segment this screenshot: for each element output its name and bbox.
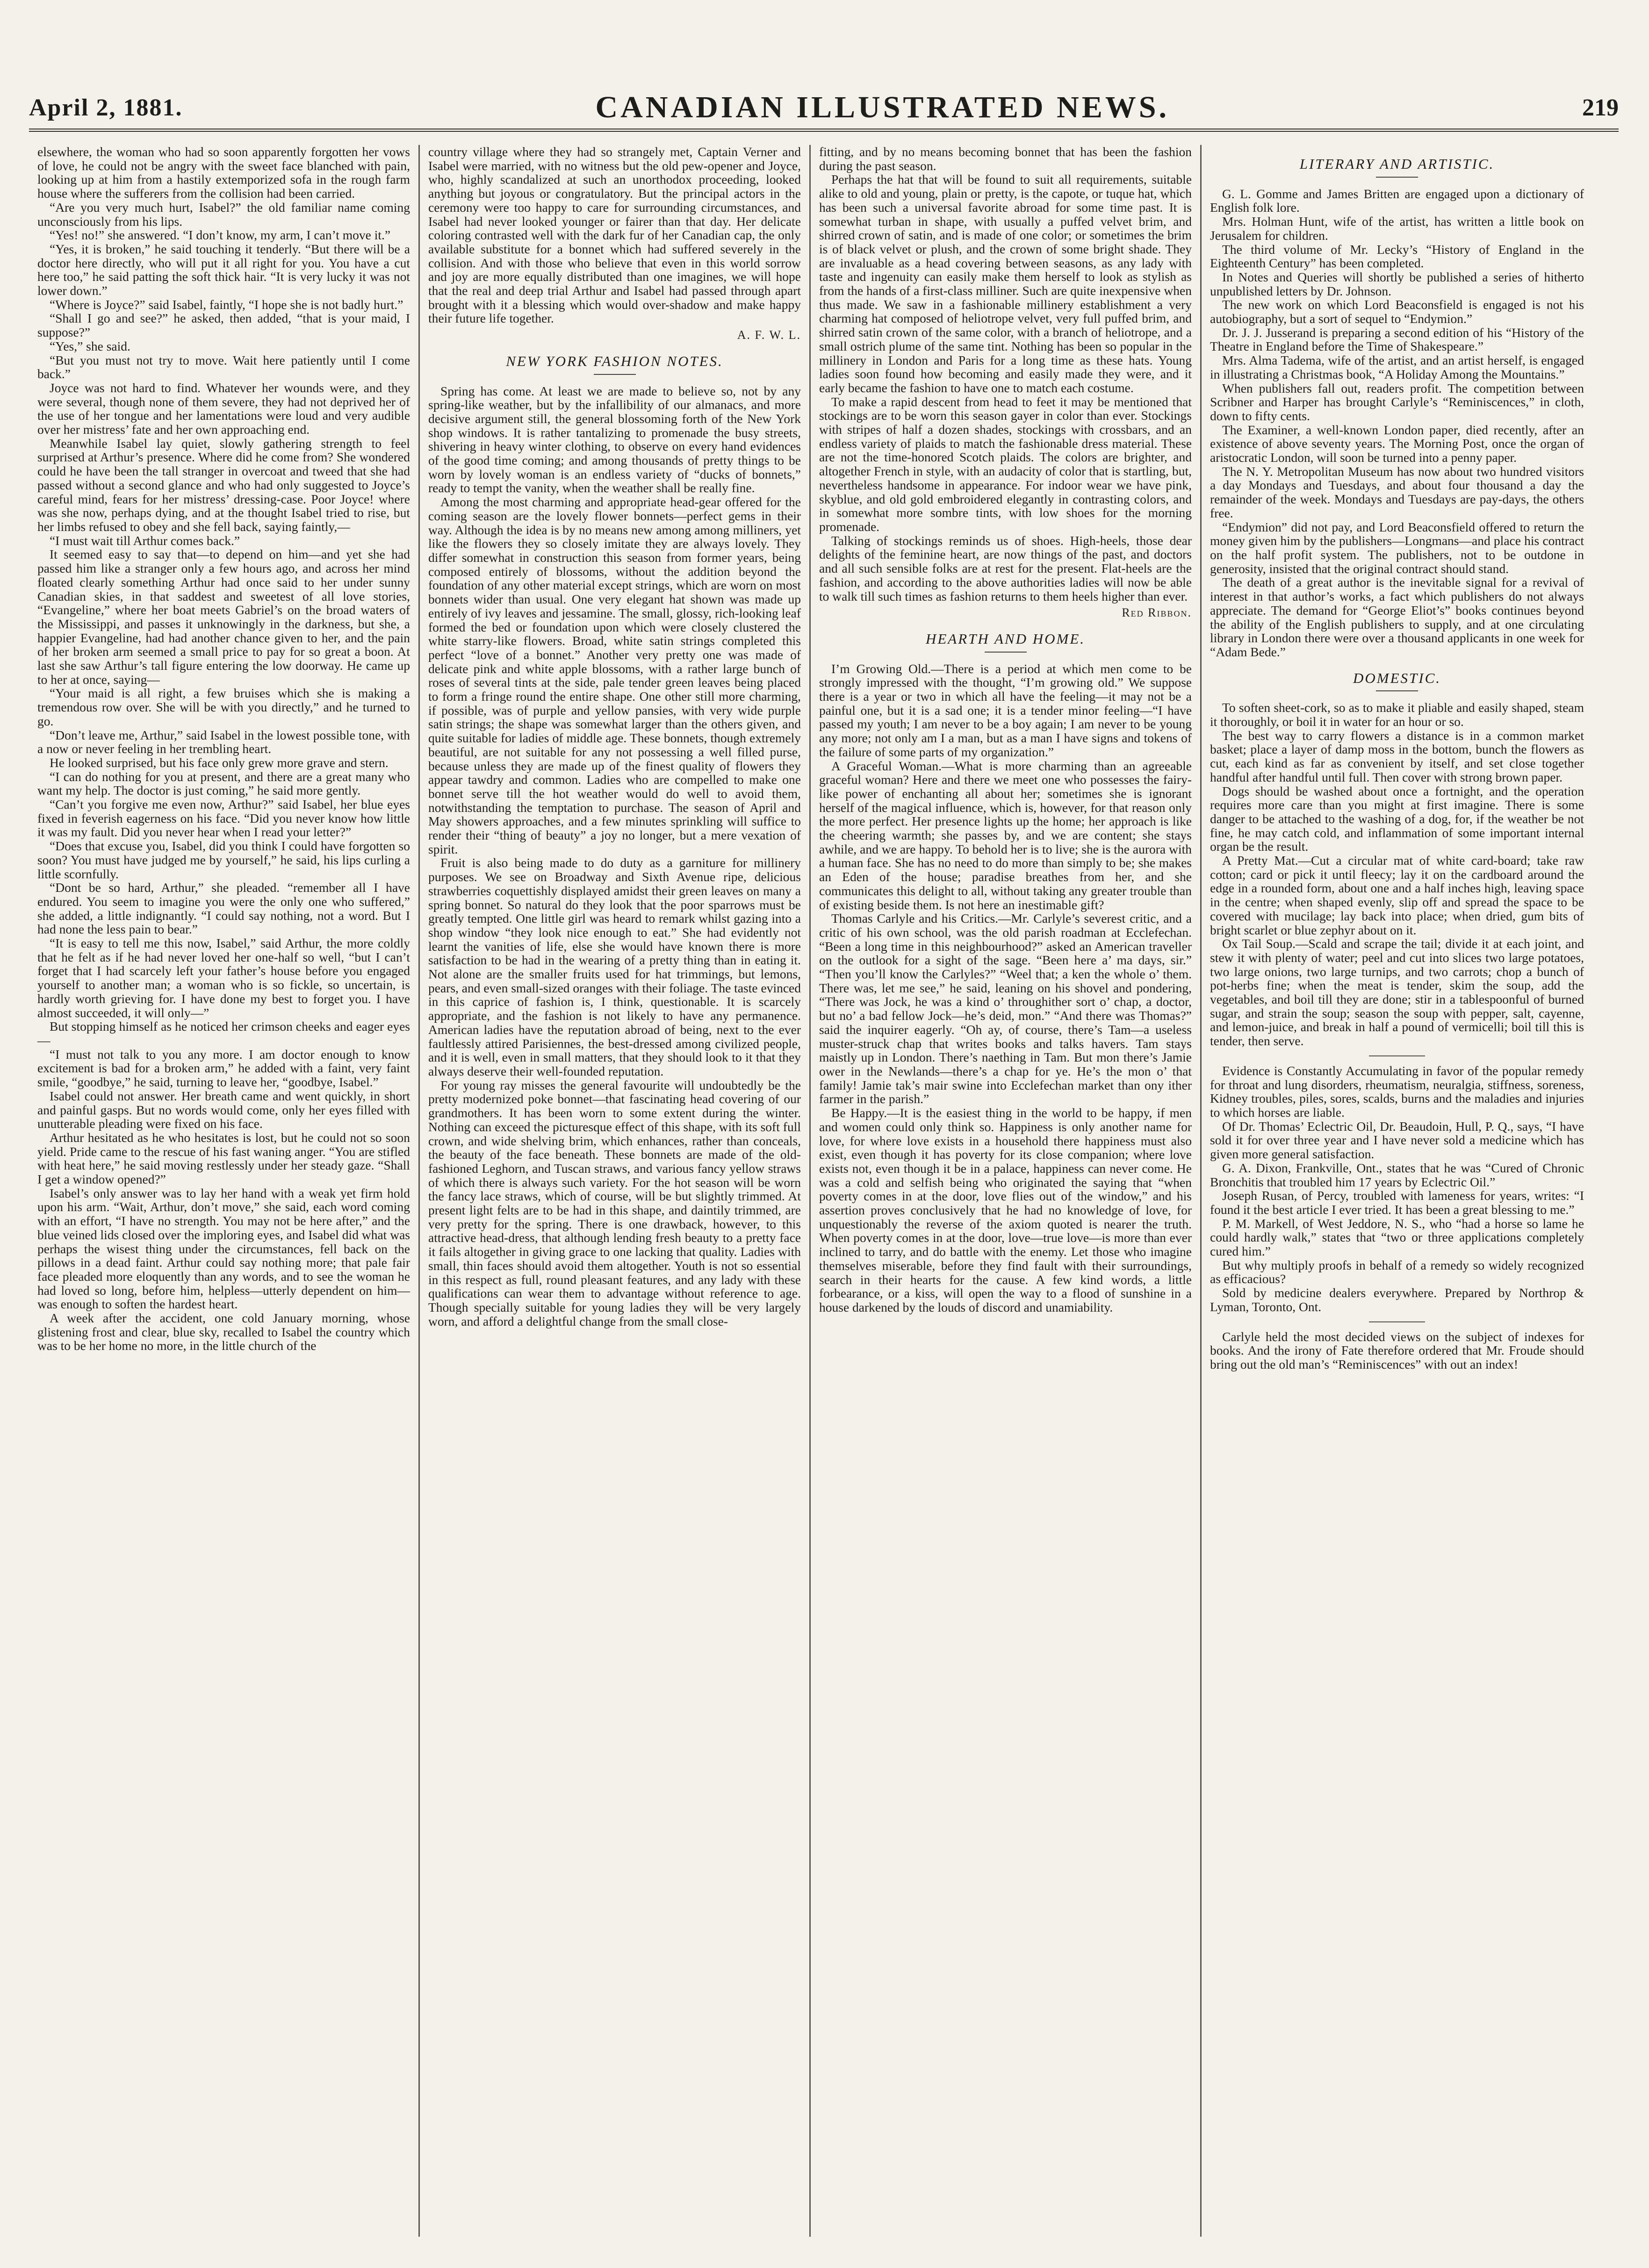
- paragraph: The third volume of Mr. Lecky’s “History of England in the Eighteenth Century” has been completed.: [1210, 242, 1584, 271]
- paragraph: “I can do nothing for you at present, and there are a great many who want my help. The doctor is just coming,” he said more gently.: [37, 769, 410, 798]
- paragraph: “But you must not try to move. Wait here patiently until I come back.”: [37, 352, 410, 381]
- paragraph: elsewhere, the woman who had so soon apparently forgotten her vows of love, he could not be angry with the sweet face blanched with pain, looking up at him from a hastily extemporized sofa in the rough farm house where the sufferers from the collision had been carried.: [37, 145, 410, 201]
- paragraph: “Can’t you forgive me even now, Arthur?” said Isabel, her blue eyes fixed in feverish eagerness on his face. “Did you never know how little it was my fault. Did you never hear when I read your letter?”: [37, 797, 410, 840]
- paragraph: “Endymion” did not pay, and Lord Beaconsfield offered to return the money given him by the publishers—Longmans—and place his contract on the half profit system. The publishers, not to be outdone in generosity, insisted that the original contract should stand.: [1210, 519, 1584, 576]
- paragraph: Sold by medicine dealers everywhere. Prepared by Northrop & Lyman, Toronto, Ont.: [1210, 1285, 1584, 1314]
- paragraph: Meanwhile Isabel lay quiet, slowly gathering strength to feel surprised at Arthur’s presence. Where did he come from? She wondered could he have been the tall stranger in overcoat and tweed that she had passed without a second glance and who had only suggested to Joyce’s careful mind, fears for her mistress’ dressing-case. Poor Joyce! where was she now, perhaps dying, and at the thought Isabel tried to rise, but her limbs refused to obey and she fell back, saying faintly,—: [37, 436, 410, 534]
- paragraph: G. L. Gomme and James Britten are engaged upon a dictionary of English folk lore.: [1210, 186, 1584, 215]
- divider: [1369, 1321, 1425, 1322]
- paragraph: Ox Tail Soup.—Scald and scrape the tail; divide it at each joint, and stew it with plenty of water; peel and cut into slices two large potatoes, two large onions, two large turnips, and two carrots; chop a bunch of pot-herbs fine; when the meat is tender, skim the soup, add the vegetables, and boil till they are done; stir in a tablespoonful of burned sugar, and strain the soup; season the soup with pepper, salt, cayenne, and lemon-juice, and break in half a pound of vermicelli; boil till this is tender, then serve.: [1210, 936, 1584, 1048]
- paragraph: Be Happy.—It is the easiest thing in the world to be happy, if men and women could only think so. Happiness is only another name for love, for where love exists in a household there happiness must also exist, even though it has poverty for its close companion; where love exists not, even though it be in a palace, happiness can never come. He was a cold and selfish being who originated the saying that “when poverty comes in at the door, love flies out of the window,” and his assertion proves conclusively that he had no knowledge of love, for unquestionably the reverse of the axiom quoted is nearer the truth. When poverty comes in at the door, love—true love—is more than ever inclined to tarry, and do battle with the enemy. Let those who imagine themselves miserable, before they find fault with their surroundings, search in their hearts for the cause. A few kind words, a little forbearance, or a kiss, will open the way to a flood of sunshine in a house darkened by the louds of discord and unamiability.: [819, 1105, 1192, 1314]
- paragraph: “Shall I go and see?” he asked, then added, “that is your maid, I suppose?”: [37, 311, 410, 340]
- paragraph: “I must wait till Arthur comes back.”: [50, 533, 240, 548]
- paragraph: Dr. J. J. Jusserand is preparing a second edition of his “History of the Theatre in England before the Time of Shakespeare.”: [1210, 325, 1584, 354]
- paragraph: “Yes! no!” she answered. “I don’t know, my arm, I can’t move it.”: [50, 228, 391, 243]
- paragraph: P. M. Markell, of West Jeddore, N. S., who “had a horse so lame he could hardly walk,” states that “two or three applications completely cured him.”: [1210, 1216, 1584, 1259]
- section-title: NEW YORK FASHION NOTES.: [428, 354, 801, 375]
- section-title: DOMESTIC.: [1210, 671, 1584, 692]
- paragraph: Isabel could not answer. Her breath came and went quickly, in short and painful gasps. But no words would come, only her eyes filled with unutterable pleading were fixed on his face.: [37, 1088, 410, 1131]
- paragraph: Fruit is also being made to do duty as a garniture for millinery purposes. We see on Broadway and Sixth Avenue ripe, delicious strawberries coquettishly displayed amidst their green leaves on many a spring bonnet. So natural do they look that the poor sparrows must be greatly tempted. One little girl was heard to remark whilst gazing into a shop window “they look nice enough to eat.” She had evidently not learnt the vanities of life, else she would have known there is more satisfaction to be had in the wearing of a pretty thing than in eating it. Not alone are the smaller fruits used for hat trimmings, but lemons, pears, and even small-sized oranges with their foliage. The taste evinced in this caprice of fashion is, I think, questionable. It is scarcely appropriate, and the fashion is not likely to have any permanence. American ladies have the reputation abroad of being, next to the ever faultlessly attired Parisiennes, the best-dressed among civilized people, and it is well, even in small matters, that they should look to it that they always deserve their well-founded reputation.: [428, 855, 801, 1078]
- paragraph: A Graceful Woman.—What is more charming than an agreeable graceful woman? Here and there we meet one who possesses the fairy-like power of enchanting all about her; sometimes she is ignorant herself of the magical influence, which is, however, for that reason only the more perfect. Her presence lights up the home; her approach is like the cheering warmth; she passes by, and we are content; she stays awhile, and we are happy. To behold her is to live; she is the aurora with a human face. She has no need to do more than simply to be; she makes an Eden of the house; paradise breathes from her, and she communicates this delight to all, without taking any greater trouble than of existing beside them. Is not here an inestimable gift?: [819, 758, 1192, 912]
- paragraph: The best way to carry flowers a distance is in a common market basket; place a layer of damp moss in the bottom, bunch the flowers as cut, each kind as far as convenient by itself, and set close together handful after handful until full. Then cover with strong brown paper.: [1210, 728, 1584, 784]
- paragraph: Carlyle held the most decided views on the subject of indexes for books. And the irony of Fate therefore ordered that Mr. Froude should bring out the old man’s “Reminiscences” with out an index!: [1210, 1329, 1584, 1371]
- paragraph: Joseph Rusan, of Percy, troubled with lameness for years, writes: “I found it the best article I ever tried. It has been a great blessing to me.”: [1210, 1188, 1584, 1217]
- paragraph: It seemed easy to say that—to depend on him—and yet she had passed him like a stranger only a few hours ago, and across her mind floated clearly something Arthur had once said to her under sunny Canadian skies, in that saddest and sweetest of all love stories, “Evangeline,” where her boat meets Gabriel’s on the broad waters of the Mississippi, and passes it unknowingly in the darkness, but she, a happier Evangeline, had had another chance given to her, and the pain of her broken arm seemed a small price to pay for so great a boon. At last she saw Arthur’s tall figure entering the low doorway. He came up to her at once, saying—: [37, 547, 410, 687]
- paragraph: “Dont be so hard, Arthur,” she pleaded. “remember all I have endured. You seem to imagine you were the only one who suffered,” she added, a little indignantly. “I could say nothing, not a word. But I had none the less pain to bear.”: [37, 880, 410, 937]
- paragraph: Mrs. Alma Tadema, wife of the artist, and an artist herself, is engaged in illustrating a Christmas book, “A Holiday Among the Mountains.”: [1210, 353, 1584, 381]
- paragraph: fitting, and by no means becoming bonnet that has been the fashion during the past season.: [819, 145, 1192, 173]
- column-1: [29, 145, 420, 2237]
- paragraph: Arthur hesitated as he who hesitates is lost, but he could not so soon yield. Pride came to the rescue of his fast waning anger. “You are stifled with heat here,” he said moving restlessly under her steady gaze. “Shall I get a window opened?”: [37, 1130, 410, 1187]
- paragraph: “Yes,” she said.: [50, 338, 130, 353]
- paragraph: When publishers fall out, readers profit. The competition between Scribner and Harper has brought Carlyle’s “Reminiscences,” in cloth, down to fifty cents.: [1210, 380, 1584, 423]
- paragraph: Isabel’s only answer was to lay her hand with a weak yet firm hold upon his arm. “Wait, Arthur, don’t move,” she said, each word coming with an effort, “I have no strength. You may not be here after,” and the blue veined lids closed over the imploring eyes, and Isabel did what was perhaps the wisest thing under the circumstances, fell back on the pillows in a dead faint. Arthur could say nothing more; that pale fair face pleaded more eloquently than any words, and to see the woman he had loved so long, before him, helpless—utterly dependent on him—was enough to soften the hardest heart.: [37, 1185, 410, 1312]
- column-3: [811, 145, 1202, 2237]
- paragraph: “Where is Joyce?” said Isabel, faintly, “I hope she is not badly hurt.”: [50, 297, 403, 312]
- masthead: [29, 86, 1619, 132]
- paragraph: But stopping himself as he noticed her crimson cheeks and eager eyes—: [37, 1019, 410, 1048]
- paragraph: Perhaps the hat that will be found to suit all requirements, suitable alike to old and young, plain or pretty, is the capote, or tuque hat, which has been such a universal favorite abroad for some time past. It is somewhat turban in shape, with usually a puffed velvet brim, and shirred crown of satin, and is made of one color; or sometimes the brim is of black velvet or plush, and the crown of some bright shade. They are invaluable as a head covering between seasons, as any lady with taste and ingenuity can easily make them herself to look as stylish as from the hands of a first-class milliner. Such are quite inexpensive when thus made. We saw in a fashionable millinery establishment a very charming hat composed of heliotrope velvet, very full puffed brim, and shirred satin crown of the same color, with a branch of heliotrope, and a small ostrich plume of the same tint. Nothing has been so popular in the millinery in London and Paris for a long time as these hats. Young ladies soon found how becoming and easily made they were, and it early became the fashion to have one to match each costume.: [819, 172, 1192, 395]
- section-title: LITERARY AND ARTISTIC.: [1210, 157, 1584, 178]
- paragraph: The N. Y. Metropolitan Museum has now about two hundred visitors a day Mondays and Tuesdays, and about four thousand a day the remainder of the week. Mondays and Tuesdays are pay-days, the others free.: [1210, 464, 1584, 520]
- paragraph: The new work on which Lord Beaconsfield is engaged is not his autobiography, but a sort of sequel to “Endymion.”: [1210, 297, 1584, 326]
- paragraph: G. A. Dixon, Frankville, Ont., states that he was “Cured of Chronic Bronchitis that troubled him 17 years by Eclectric Oil.”: [1210, 1160, 1584, 1189]
- paragraph: “It is easy to tell me this now, Isabel,” said Arthur, the more coldly that he felt as if he had never loved her one-half so well, “but I can’t forget that I had scarcely left your father’s house before you engaged yourself to another man; a woman who is so fickle, so uncertain, is hardly worth grieving for. I have done my best to forget you. I have almost succeeded, it will only—”: [37, 936, 410, 1020]
- paragraph: A week after the accident, one cold January morning, whose glistening frost and clear, blue sky, recalled to Isabel the country which was to be her home no more, in the little church of the: [37, 1311, 410, 1353]
- paragraph: Of Dr. Thomas’ Eclectric Oil, Dr. Beaudoin, Hull, P. Q., says, “I have sold it for over three year and I have never sold a medicine which has given more general satisfaction.: [1210, 1119, 1584, 1162]
- paragraph: “Yes, it is broken,” he said touching it tenderly. “But there will be a doctor here directly, who will put it all right for you. You have a cut here too,” he said patting the soft thick hair. “It is very lucky it was not lower down.”: [37, 241, 410, 298]
- divider: [1369, 1055, 1425, 1056]
- story-signature: A. F. W. L.: [737, 328, 801, 342]
- paragraph: The death of a great author is the inevitable signal for a revival of interest in that author’s works, a fact which publishers do not always appreciate. The demand for “George Eliot’s” books continues beyond the ability of the English publishers to supply, and at one circulating library in London there were over a thousand applicants in one week for “Adam Bede.”: [1210, 575, 1584, 659]
- paragraph: “Your maid is all right, a few bruises which she is making a tremendous row over. She will be with you directly,” and he turned to go.: [37, 686, 410, 728]
- column-4: [1202, 145, 1592, 2237]
- paragraph: Thomas Carlyle and his Critics.—Mr. Carlyle’s severest critic, and a critic of his own school, was the old parish roadman at Ecclefechan. “Been a long time in this neighbourhood?” asked an American traveller on the outlook for a sight of the sage. “Been here a’ ma days, sir.” “Then you’ll know the Carlyles?” “Weel that; a ken the whole o’ them. There was, let me see,” he said, leaning on his shovel and pondering, “There was Jock, he was a kind o’ throughither sort o’ chap, a doctor, but no’ a bad fellow Jock—he’s deid, mon.” “And there was Thomas?” said the inquirer eagerly. “Oh ay, of course, there’s Tam—a useless muster-struck chap that writes books and talks havers. Tam stays maistly up in London. There’s naething in Tam. But mon there’s Jamie ower in the Newlands—there’s a chap for ye. He’s the mon o’ that family! Jamie tak’s mair swine into Ecclefechan market than ony ither farmer in the parish.”: [819, 911, 1192, 1106]
- newspaper-title: CANADIAN ILLUSTRATED NEWS.: [595, 90, 1169, 124]
- paragraph: The Examiner, a well-known London paper, died recently, after an existence of above seventy years. The Morning Post, once the organ of aristocratic London, will soon be turned into a penny paper.: [1210, 422, 1584, 465]
- column-2: [420, 145, 811, 2237]
- paragraph: Spring has come. At least we are made to believe so, not by any spring-like weather, but by the infallibility of our almanacs, and more decisive argument still, the general blossoming forth of the New York shop windows. It is rather tantalizing to promenade the busy streets, shivering in heavy winter clothing, to observe on every hand evidences of the good time coming; and among thousands of pretty things to be worn by lovely woman is an endless variety of “ducks of bonnets,” ready to tempt the vanity, when the weather shall be really fine.: [428, 383, 801, 495]
- paragraph: To soften sheet-cork, so as to make it pliable and easily shaped, steam it thoroughly, or boil it in water for an hour or so.: [1210, 700, 1584, 729]
- paragraph: For young ray misses the general favourite will undoubtedly be the pretty modernized poke bonnet—that fascinating head covering of our grandmothers. It has been worn to some extent during the winter. Nothing can exceed the picturesque effect of this shape, with its soft full crown, and wide shelving brim, which enhances, rather than conceals, the beauty of the face beneath. These bonnets are made of the old-fashioned Leghorn, and Tuscan straws, and various fancy yellow straws of which there is always such variety. For the hot season will be worn the fancy lace straws, which of course, will be but slightly trimmed. At present light felts are to be had in this shape, and daintily trimmed, are very pretty for the spring. There is one drawback, however, to this attractive head-dress, that although lending fresh beauty to a pretty face it fails altogether in giving grace to one lacking that quality. Ladies with small, thin faces should avoid them altogether. Youth is not so essential in this respect as full, round pleasant features, and any lady with these qualifications can wear them to advantage without reference to age. Though specially suitable for young ladies they will be very largely worn, and afford a delightful change from the small close-: [428, 1077, 801, 1328]
- newspaper-page: [29, 86, 1619, 2237]
- paragraph: I’m Growing Old.—There is a period at which men come to be strongly impressed with the thought, “I’m growing old.” We suppose there is a year or two in which all have the feeling—it may not be a painful one, but it is a sad one; it is a tender minor feeling—“I have passed my youth; I am never to be a boy again; I am never to be young any more; not only am I a man, but as a man I have signs and tokens of the failure of some parts of my organization.”: [819, 661, 1192, 759]
- article-columns: [29, 145, 1619, 2237]
- paragraph: country village where they had so strangely met, Captain Verner and Isabel were married, with no witness but the old pew-opener and Joyce, who, highly scandalized at such an unorthodox proceeding, looked anything but joyous or congratulatory. But the principal actors in the ceremony were too happy to care for surrounding circumstances, and Isabel had never looked younger or fairer than that day. Her delicate coloring contrasted well with the dark fur of her Canadian cap, the only available substitute for a bonnet which had suffered severely in the collision. And with those who believe that even in this world sorrow and joy are more equally distributed than one imagines, we will hope that the real and deep trial Arthur and Isabel had passed through apart brought with it a blessing which would over-shadow and make happy their future life together.: [428, 145, 801, 326]
- paragraph: A Pretty Mat.—Cut a circular mat of white card-board; take raw cotton; card or pick it until fleecy; lay it on the cardboard around the edge in a rounded form, about one and a half inches high, leaving space in the centre; when shaped evenly, slip off and spread the space to be covered with mucilage; lay back into place; when dried, gum bits of bright scarlet or blue zephyr about on it.: [1210, 853, 1584, 937]
- paragraph: In Notes and Queries will shortly be published a series of hitherto unpublished letters by Dr. Johnson.: [1210, 269, 1584, 298]
- paragraph: Among the most charming and appropriate head-gear offered for the coming season are the lovely flower bonnets—perfect gems in their way. Although the idea is by no means new among among milliners, yet like the flowers they so closely imitate they are always lovely. They differ somewhat in construction this season from former years, being composed entirely of blossoms, without the addition beyond the foundation of any other material except strings, which are worn on most bonnets wider than usual. One very elegant hat shown was made up entirely of ivy leaves and jessamine. The small, glossy, rich-looking leaf formed the bed or foundation upon which were closely clustered the white starry-like flowers. Broad, white satin strings completed this perfect “love of a bonnet.” Another very pretty one was made of delicate pink and white apple blossoms, with a rather large bunch of roses of several tints at the side, pale tender green leaves being placed to form a fringe round the entire shape. One other still more charming, if possible, was of purple and yellow pansies, with very wide purple satin strings; the shape was somewhat larger than the others given, and quite suitable for ladies of middle age. These bonnets, though extremely beautiful, are not suitable for any not possessing a well filled purse, because unless they are made up of the finest quality of flowers they appear tawdry and common. Ladies who are compelled to make one bonnet serve till the hot weather would do well to avoid them, notwithstanding the temptation to purchase. The season of April and May showers approaches, and a few minutes sprinkling will suffice to render their “thing of beauty” a joy no longer, but a mere vexation of spirit.: [428, 495, 801, 856]
- paragraph: To make a rapid descent from head to feet it may be mentioned that stockings are to be worn this season gayer in color than ever. Stockings with stripes of half a dozen shades, stockings with crossbars, and an endless variety of plaids to match the fashionable dress material. These are not the time-honored Scotch plaids. The colors are brighter, and altogether French in style, with an audacity of color that is startling, but, nevertheless handsome in appearance. For indoor wear we have pink, skyblue, and old gold embroidered elegantly in contrasting colors, and in somewhat more sombre tints, with low shoes for the morning promenade.: [819, 394, 1192, 534]
- section-title: HEARTH AND HOME.: [819, 632, 1192, 653]
- fashion-signature: Red Ribbon.: [1122, 606, 1192, 620]
- paragraph: Evidence is Constantly Accumulating in favor of the popular remedy for throat and lung disorders, rheumatism, neuralgia, stiffness, soreness, Kidney troubles, piles, sores, scalds, burns and the maladies and injuries to which horses are liable.: [1210, 1063, 1584, 1120]
- paragraph: “Does that excuse you, Isabel, did you think I could have forgotten so soon? You must have judged me by yourself,” he said, his lips curling a little scornfully.: [37, 839, 410, 881]
- paragraph: Mrs. Holman Hunt, wife of the artist, has written a little book on Jerusalem for children.: [1210, 214, 1584, 243]
- paragraph: “Are you very much hurt, Isabel?” the old familiar name coming unconsciously from his lips.: [37, 200, 410, 229]
- paragraph: “I must not talk to you any more. I am doctor enough to know excitement is bad for a broken arm,” he added with a faint, very faint smile, “goodbye,” he said, turning to leave her, “goodbye, Isabel.”: [37, 1047, 410, 1090]
- paragraph: “Don’t leave me, Arthur,” said Isabel in the lowest possible tone, with a now or never feeling in her trembling heart.: [37, 727, 410, 756]
- issue-date: April 2, 1881.: [29, 94, 183, 121]
- paragraph: But why multiply proofs in behalf of a remedy so widely recognized as efficacious?: [1210, 1257, 1584, 1286]
- paragraph: Joyce was not hard to find. Whatever her wounds were, and they were several, though none of them severe, they had not deprived her of the use of her tongue and her lamentations were loud and very audible over her mistress’ fate and her own approaching end.: [37, 380, 410, 437]
- page-number: 219: [1582, 94, 1619, 121]
- paragraph: Talking of stockings reminds us of shoes. High-heels, those dear delights of the feminine heart, are now things of the past, and doctors and all such sensible folks are at rest for the present. Flat-heels are the fashion, and according to the above authorities ladies will now be able to walk till such times as fashion returns to them heels higher than ever.: [819, 533, 1192, 603]
- paragraph: He looked surprised, but his face only grew more grave and stern.: [50, 755, 389, 770]
- paragraph: Dogs should be washed about once a fortnight, and the operation requires more care than you might at first imagine. There is some danger to be attached to the washing of a dog, for, if the weather be not fine, he may catch cold, and inflammation of some important internal organ be the result.: [1210, 783, 1584, 854]
